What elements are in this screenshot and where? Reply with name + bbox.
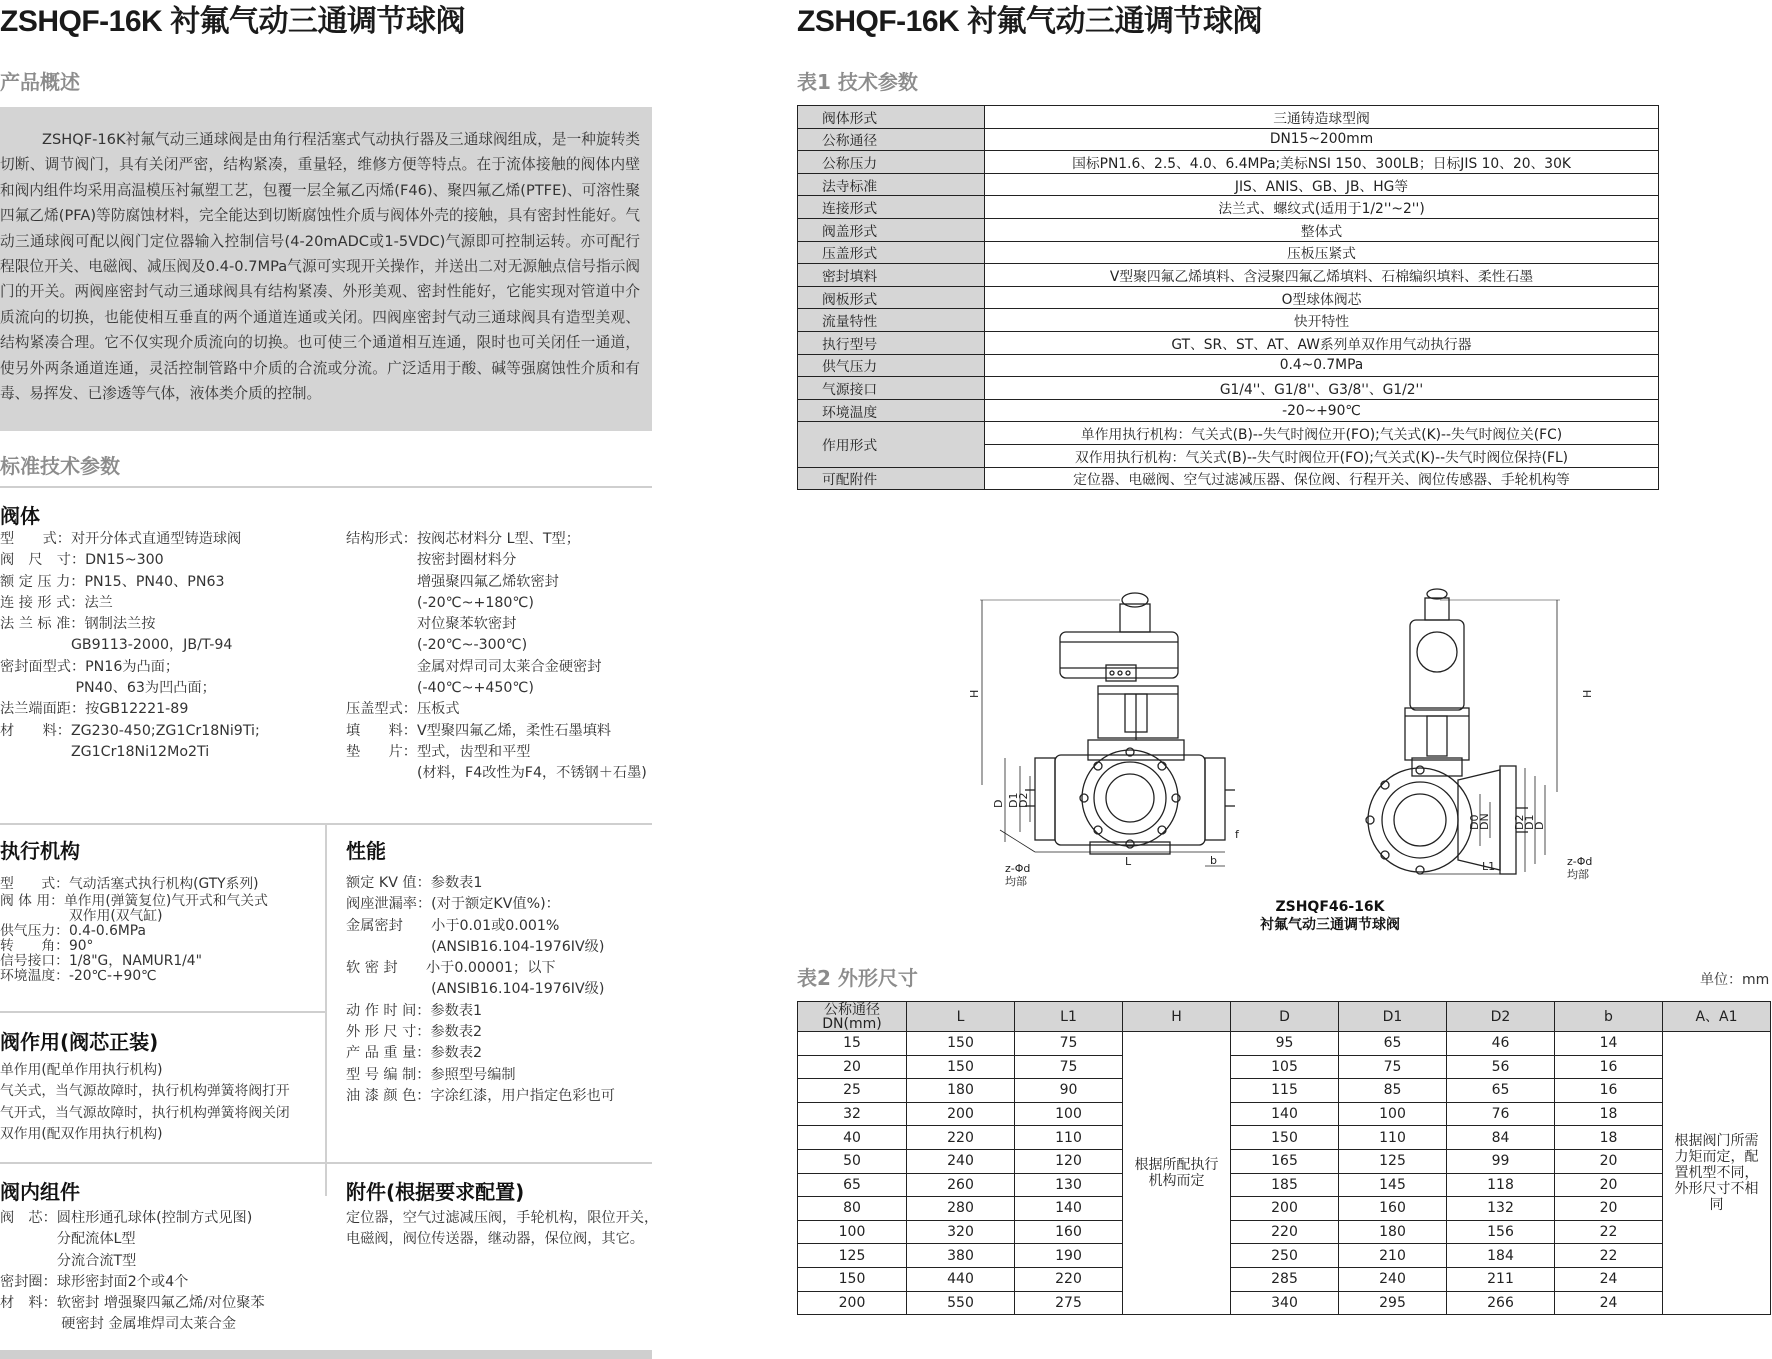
spec-line: (-20℃~-300℃) <box>346 637 528 654</box>
actuator-heading: 执行机构 <box>0 839 80 863</box>
table-cell: 550 <box>907 1291 1015 1315</box>
param-name: 执行型号 <box>798 331 985 354</box>
param-name: 公称压力 <box>798 151 985 174</box>
column-header: A、A1 <box>1663 1002 1771 1032</box>
table-cell: 20 <box>1555 1149 1663 1173</box>
table-cell: 184 <box>1447 1244 1555 1268</box>
table-cell: 105 <box>1231 1055 1339 1079</box>
param-value: 三通铸造球型阀 <box>985 106 1659 129</box>
table-cell: 200 <box>798 1291 907 1315</box>
table-cell: 76 <box>1447 1102 1555 1126</box>
table-cell: 40 <box>798 1126 907 1150</box>
internals-heading: 阀内组件 <box>0 1180 80 1204</box>
table-row <box>798 1267 1771 1291</box>
table-row <box>798 1197 1771 1221</box>
table-row <box>798 151 1659 174</box>
bottom-bar <box>0 1350 652 1359</box>
param-name: 压盖形式 <box>798 241 985 264</box>
spec-line: 增强聚四氟乙烯软密封 <box>346 573 559 590</box>
tech-params-table <box>797 105 1659 490</box>
table-cell: 150 <box>798 1267 907 1291</box>
drawing-caption <box>1210 898 1450 934</box>
param-value: 0.4~0.7MPa <box>985 354 1659 377</box>
param-value: 压板压紧式 <box>985 241 1659 264</box>
table-cell: 220 <box>907 1126 1015 1150</box>
overview-heading: 产品概述 <box>0 70 80 94</box>
table-cell: 280 <box>907 1197 1015 1221</box>
spec-line: 软 密 封 小于0.00001；以下 <box>346 960 556 977</box>
divider <box>0 486 652 488</box>
table-cell: 110 <box>1339 1126 1447 1150</box>
table-cell: 250 <box>1231 1244 1339 1268</box>
spec-line: 垫 片：型式，齿型和平型 <box>346 743 531 760</box>
spec-line: 额定 KV 值：参数表1 <box>346 875 483 891</box>
param-name: 环境温度 <box>798 399 985 422</box>
table-cell: 150 <box>907 1032 1015 1056</box>
spec-line: 硬密封 金属堆焊司太莱合金 <box>0 1316 237 1333</box>
table-cell: 100 <box>798 1220 907 1244</box>
caption-model: ZSHQF46-16K <box>1275 899 1385 915</box>
spec-line: 额 定 压 力：PN15、PN40、PN63 <box>0 573 225 590</box>
spec-line: 双作用(双气缸) <box>0 908 163 924</box>
table-cell: 220 <box>1231 1220 1339 1244</box>
indicator-cap <box>1120 604 1150 632</box>
spec-line: 金属对焊司司太莱合金硬密封 <box>346 658 602 675</box>
side-view <box>1366 589 1560 874</box>
table-cell: 440 <box>907 1267 1015 1291</box>
param-value: 定位器、电磁阀、空气过滤减压器、保位阀、行程开关、阀位传感器、手轮机构等 <box>985 467 1659 490</box>
param-name: 作用形式 <box>798 422 985 467</box>
divider <box>0 1011 325 1013</box>
table-cell: 150 <box>907 1055 1015 1079</box>
param-value: 双作用执行机构：气关式(B)--失气时阀位开(FO);气关式(K)--失气时阀位保持(FL) <box>985 444 1659 467</box>
dim-label: D <box>992 799 1005 808</box>
param-name: 供气压力 <box>798 354 985 377</box>
table-cell: 200 <box>907 1102 1015 1126</box>
spec-line: 型 式：对开分体式直通型铸造球阀 <box>0 531 242 547</box>
spec-line: 动 作 时 间：参数表1 <box>346 1002 483 1019</box>
table-cell: 100 <box>1339 1102 1447 1126</box>
table-cell: 125 <box>798 1244 907 1268</box>
table-cell: 18 <box>1555 1102 1663 1126</box>
dim-label: D2 <box>1017 792 1030 808</box>
table-cell: 90 <box>1015 1079 1123 1103</box>
table-cell: 24 <box>1555 1267 1663 1291</box>
table-cell: 56 <box>1447 1055 1555 1079</box>
dim-label: D0 <box>1468 814 1481 830</box>
table-row <box>798 399 1659 422</box>
param-name: 可配附件 <box>798 467 985 490</box>
spec-line: 型 号 编 制：参照型号编制 <box>346 1066 516 1083</box>
table-cell: 200 <box>1231 1197 1339 1221</box>
table-cell: 75 <box>1015 1032 1123 1056</box>
divider <box>0 1162 652 1164</box>
body-heading: 阀体 <box>0 504 40 528</box>
side-flange <box>1368 768 1472 872</box>
param-value: 整体式 <box>985 218 1659 241</box>
table-cell: 32 <box>798 1102 907 1126</box>
table-row <box>798 1032 1771 1056</box>
dim-label: 均部 <box>1005 875 1027 888</box>
table-cell: 140 <box>1231 1102 1339 1126</box>
dim-label: L1 <box>1482 860 1496 873</box>
spec-line: 油 漆 颜 色：字涂红漆，用户指定色彩也可 <box>346 1087 615 1104</box>
spec-line: (材料，F4改性为F4，不锈钢＋石墨) <box>346 765 647 782</box>
table-row <box>798 1149 1771 1173</box>
spec-line: 压盖型式：压板式 <box>346 701 460 718</box>
table-cell: 99 <box>1447 1149 1555 1173</box>
spec-line: 按密封圈材料分 <box>346 552 517 569</box>
param-value: O型球体阀芯 <box>985 286 1659 309</box>
table-cell: 120 <box>1015 1149 1123 1173</box>
spec-line: 密封面型式：PN16为凸面； <box>0 658 180 675</box>
table-cell: 150 <box>1231 1126 1339 1150</box>
column-header: L <box>907 1002 1015 1032</box>
spec-line: 环境温度：-20℃-+90℃ <box>0 968 157 984</box>
overview-text: ZSHQF-16K衬氟气动三通球阀是由角行程活塞式气动执行器及三通球阀组成，是一种旋转类切断、调节阀门，具有关闭严密，结构紧凑，重量轻，维修方便等特点。在于流体接触的阀体内壁和阀内组件均采用高温模压衬氟塑工艺，包覆一层全氟乙丙烯(F46)、聚四氟乙烯(PTFE)、可溶性聚四氟乙烯(PFA)等防腐蚀材料，完全能达到切断腐蚀性介质与阀体外壳的接触，具有密封性能好。气动三通球阀可配以阀门定位器输入控制信号(4-20mADC或1-5VDC)气源即可控制运转。亦可配行程限位开关、电磁阀、减压阀及0.4-0.7MPa气源可实现开关操作，并送出二对无源触点信号指示阀门的开关。两阀座密封气动三通球阀具有结构紧凑、外形美观、密封性能好，它能实现对管道中介质流向的切换，也能使相互垂直的两个通道连通或关闭。四阀座密封气动三通球阀具有造型美观、结构紧凑合理。它不仅实现介质流向的切换。也可使三个通道相互连通，限时也可关闭任一通道，使另外两条通道连通，灵活控制管路中介质的合流或分流。广泛适用于酸、碱等强腐蚀性介质和有毒、易挥发、已渗透等气体，液体类介质的控制。 <box>0 131 640 403</box>
h-note-cell: 根据所配执行机构而定 <box>1123 1032 1231 1315</box>
table-cell: 16 <box>1555 1055 1663 1079</box>
table-cell: 95 <box>1231 1032 1339 1056</box>
table-row <box>798 331 1659 354</box>
spec-line: (-40℃~+450℃) <box>346 680 534 697</box>
table-cell: 46 <box>1447 1032 1555 1056</box>
dimensions-table <box>797 1001 1771 1315</box>
table-cell: 65 <box>798 1173 907 1197</box>
table-row <box>798 264 1659 287</box>
table-cell: 240 <box>907 1149 1015 1173</box>
table-cell: 275 <box>1015 1291 1123 1315</box>
spec-line: 填 料：V型聚四氟乙烯，柔性石墨填料 <box>346 722 612 739</box>
table-row <box>798 1079 1771 1103</box>
column-header: L1 <box>1015 1002 1123 1032</box>
table-cell: 220 <box>1015 1267 1123 1291</box>
table-cell: 210 <box>1339 1244 1447 1268</box>
table-cell: 266 <box>1447 1291 1555 1315</box>
unit-label: 单位：mm <box>1700 972 1770 988</box>
param-name: 密封填料 <box>798 264 985 287</box>
param-name: 法寺标准 <box>798 173 985 196</box>
spec-line: 产 品 重 量：参数表2 <box>346 1045 483 1062</box>
table-cell: 125 <box>1339 1149 1447 1173</box>
spec-line: 材 料：ZG230-450;ZG1Cr18Ni9Ti; <box>0 722 260 739</box>
spec-line: GB9113-2000，JB/T-94 <box>0 637 233 654</box>
table-row <box>798 241 1659 264</box>
table-cell: 18 <box>1555 1126 1663 1150</box>
spec-line: 电磁阀，阀位传送器，继动器，保位阀，其它。 <box>346 1231 644 1248</box>
dim-label: H <box>968 689 981 698</box>
table-row <box>798 218 1659 241</box>
dim-label: D2 <box>1513 814 1526 830</box>
caption-name: 衬氟气动三通调节球阀 <box>1260 917 1400 933</box>
spec-line: 气开式，当气源故障时，执行机构弹簧将阀关闭 <box>0 1104 290 1121</box>
front-view <box>980 593 1235 866</box>
spec-line: 型 式：气动活塞式执行机构(GTY系列) <box>0 876 259 892</box>
spec-line: 阀 体 用：单作用(弹簧复位)气开式和气关式 <box>0 893 268 909</box>
table-row <box>798 1055 1771 1079</box>
spec-line: PN40、63为凹凸面； <box>0 680 216 697</box>
param-name: 阀盖形式 <box>798 218 985 241</box>
dim-label: DN <box>1478 813 1491 830</box>
table-cell: 160 <box>1015 1220 1123 1244</box>
table-row <box>798 1102 1771 1126</box>
table-row <box>798 1291 1771 1315</box>
table-cell: 185 <box>1231 1173 1339 1197</box>
table-cell: 211 <box>1447 1267 1555 1291</box>
spec-line: 连 接 形 式：法兰 <box>0 594 113 611</box>
spec-line: 外 形 尺 寸：参数表2 <box>346 1024 483 1041</box>
table-row <box>798 196 1659 219</box>
column-header: D2 <box>1447 1002 1555 1032</box>
table-cell: 145 <box>1339 1173 1447 1197</box>
table-cell: 165 <box>1231 1149 1339 1173</box>
table-cell: 115 <box>1231 1079 1339 1103</box>
table-cell: 20 <box>1555 1197 1663 1221</box>
spec-line: 对位聚苯软密封 <box>346 616 517 633</box>
table-cell: 295 <box>1339 1291 1447 1315</box>
table-cell: 20 <box>798 1055 907 1079</box>
table-cell: 84 <box>1447 1126 1555 1150</box>
valve-drawing <box>968 580 1620 890</box>
spec-line: 法 兰 标 准：钢制法兰按 <box>0 616 156 633</box>
table-cell: 320 <box>907 1220 1015 1244</box>
spec-line: 材 料：软密封 增强聚四氟乙烯/对位聚苯 <box>0 1295 265 1312</box>
spec-line: (ANSIB16.104-1976IV级) <box>346 938 605 955</box>
table-row <box>798 106 1659 129</box>
spec-line: 阀座泄漏率：(对于额定KV值%)： <box>346 896 560 913</box>
table-cell: 24 <box>1555 1291 1663 1315</box>
column-header: H <box>1123 1002 1231 1032</box>
spec-line: 阀 芯：圆柱形通孔球体(控制方式见图) <box>0 1210 253 1226</box>
param-value: -20~+90℃ <box>985 399 1659 422</box>
left-page-title: ZSHQF-16K 衬氟气动三通调节球阀 <box>0 5 466 38</box>
param-value: 国标PN1.6、2.5、4.0、6.4MPa;美标NSI 150、300LB；日标JIS 10、20、30K <box>985 151 1659 174</box>
table-row <box>798 309 1659 332</box>
spec-line: 单作用(配单作用执行机构) <box>0 1062 163 1078</box>
column-divider <box>325 823 327 1196</box>
table2-heading: 表2 外形尺寸 <box>797 966 918 990</box>
table1-heading: 表1 技术参数 <box>797 70 918 94</box>
table-cell: 22 <box>1555 1244 1663 1268</box>
table-cell: 156 <box>1447 1220 1555 1244</box>
table-row <box>798 354 1659 377</box>
table-row <box>798 128 1659 151</box>
action-heading: 阀作用(阀芯正装) <box>0 1030 159 1054</box>
dim-label: H <box>1581 689 1594 698</box>
spec-line: 阀 尺 寸：DN15~300 <box>0 552 164 569</box>
param-name: 阀体形式 <box>798 106 985 129</box>
table-row <box>798 173 1659 196</box>
table-cell: 15 <box>798 1032 907 1056</box>
param-value: JIS、ANIS、GB、JB、HG等 <box>985 173 1659 196</box>
dim-label: 均部 <box>1567 868 1589 881</box>
spec-line: 分配流体L型 <box>0 1231 136 1248</box>
flange-circle <box>1082 750 1178 846</box>
spec-line: 定位器，空气过滤减压阀，手轮机构，限位开关， <box>346 1210 659 1226</box>
param-value: G1/4''、G1/8''、G3/8''、G1/2'' <box>985 377 1659 400</box>
table-cell: 50 <box>798 1149 907 1173</box>
spec-line: 双作用(配双作用执行机构) <box>0 1125 163 1142</box>
param-name: 气源接口 <box>798 377 985 400</box>
dim-label: D1 <box>1007 792 1020 808</box>
dim-label: L <box>1125 855 1132 868</box>
param-value: DN15~200mm <box>985 128 1659 151</box>
table-cell: 14 <box>1555 1032 1663 1056</box>
table-cell: 140 <box>1015 1197 1123 1221</box>
table-cell: 180 <box>1339 1220 1447 1244</box>
param-value: GT、SR、ST、AT、AW系列单双作用气动执行器 <box>985 331 1659 354</box>
table-cell: 380 <box>907 1244 1015 1268</box>
dim-label: f <box>1235 828 1239 841</box>
column-header: D1 <box>1339 1002 1447 1032</box>
param-value: 快开特性 <box>985 309 1659 332</box>
spec-line: (ANSIB16.104-1976IV级) <box>346 981 605 998</box>
param-value: V型聚四氟乙烯填料、含浸聚四氟乙烯填料、石棉编织填料、柔性石墨 <box>985 264 1659 287</box>
dim-label: D1 <box>1523 814 1536 830</box>
table-cell: 130 <box>1015 1173 1123 1197</box>
table-cell: 132 <box>1447 1197 1555 1221</box>
body-specs-col2 <box>346 529 647 785</box>
action-specs <box>0 1060 290 1145</box>
param-value: 单作用执行机构：气关式(B)--失气时阀位开(FO);气关式(K)--失气时阀位关(FC) <box>985 422 1659 445</box>
table-cell: 160 <box>1339 1197 1447 1221</box>
body-specs-col1 <box>0 529 260 763</box>
table-cell: 85 <box>1339 1079 1447 1103</box>
spec-line: 结构形式：按阀芯材料分 L型、T型； <box>346 531 580 547</box>
performance-heading: 性能 <box>346 839 386 863</box>
table-cell: 190 <box>1015 1244 1123 1268</box>
performance-specs <box>346 873 615 1107</box>
accessories-heading: 附件(根据要求配置) <box>346 1180 525 1204</box>
table-row <box>798 467 1659 490</box>
table-cell: 285 <box>1231 1267 1339 1291</box>
right-page-title: ZSHQF-16K 衬氟气动三通调节球阀 <box>797 5 1263 38</box>
param-name: 阀板形式 <box>798 286 985 309</box>
table-cell: 22 <box>1555 1220 1663 1244</box>
table-cell: 100 <box>1015 1102 1123 1126</box>
column-header: D <box>1231 1002 1339 1032</box>
table-cell: 75 <box>1015 1055 1123 1079</box>
table-row <box>798 1244 1771 1268</box>
a-note-cell: 根据阀门所需力矩而定，配置机型不同，外形尺寸不相同 <box>1663 1032 1771 1315</box>
param-value: 法兰式、螺纹式(适用于1/2''~2'') <box>985 196 1659 219</box>
table-cell: 75 <box>1339 1055 1447 1079</box>
spec-line: ZG1Cr18Ni12Mo2Ti <box>0 743 210 760</box>
column-header: b <box>1555 1002 1663 1032</box>
table-cell: 65 <box>1447 1079 1555 1103</box>
overview-box <box>0 107 652 431</box>
table-cell: 180 <box>907 1079 1015 1103</box>
table-cell: 110 <box>1015 1126 1123 1150</box>
column-header: 公称通径 DN(mm) <box>798 1002 907 1032</box>
spec-line: 分流合流T型 <box>0 1252 137 1269</box>
std-params-heading: 标准技术参数 <box>0 454 120 478</box>
param-name: 连接形式 <box>798 196 985 219</box>
param-name: 流量特性 <box>798 309 985 332</box>
dim-label: z-Φd <box>1567 855 1593 868</box>
dim-label: D <box>1533 821 1546 830</box>
spec-line: 气关式，当气源故障时，执行机构弹簧将阀打开 <box>0 1083 290 1100</box>
table-row <box>798 422 1659 445</box>
spec-line: 信号接口：1/8"G，NAMUR1/4" <box>0 953 202 969</box>
table-cell: 240 <box>1339 1267 1447 1291</box>
spec-line: 法兰端面距：按GB12221-89 <box>0 701 189 718</box>
table-row <box>798 1173 1771 1197</box>
dim-label: b <box>1210 854 1217 867</box>
table-cell: 260 <box>907 1173 1015 1197</box>
table-cell: 20 <box>1555 1173 1663 1197</box>
accessories-specs <box>346 1208 658 1251</box>
internals-specs <box>0 1208 265 1336</box>
table-cell: 118 <box>1447 1173 1555 1197</box>
spec-line: 供气压力：0.4-0.6MPa <box>0 923 146 939</box>
param-name: 公称通径 <box>798 128 985 151</box>
table-cell: 16 <box>1555 1079 1663 1103</box>
spec-line: (-20℃~+180℃) <box>346 594 534 611</box>
spec-line: 转 角：90° <box>0 938 94 954</box>
table-row <box>798 286 1659 309</box>
spec-line: 密封圈：球形密封面2个或4个 <box>0 1273 189 1290</box>
table-cell: 340 <box>1231 1291 1339 1315</box>
dim-label: z-Φd <box>1005 862 1031 875</box>
table-row <box>798 1220 1771 1244</box>
spec-line: 金属密封 小于0.01或0.001% <box>346 917 560 934</box>
table-cell: 65 <box>1339 1032 1447 1056</box>
actuator-specs <box>0 875 268 984</box>
table-row <box>798 377 1659 400</box>
table-cell: 80 <box>798 1197 907 1221</box>
table-cell: 25 <box>798 1079 907 1103</box>
table-row <box>798 1126 1771 1150</box>
